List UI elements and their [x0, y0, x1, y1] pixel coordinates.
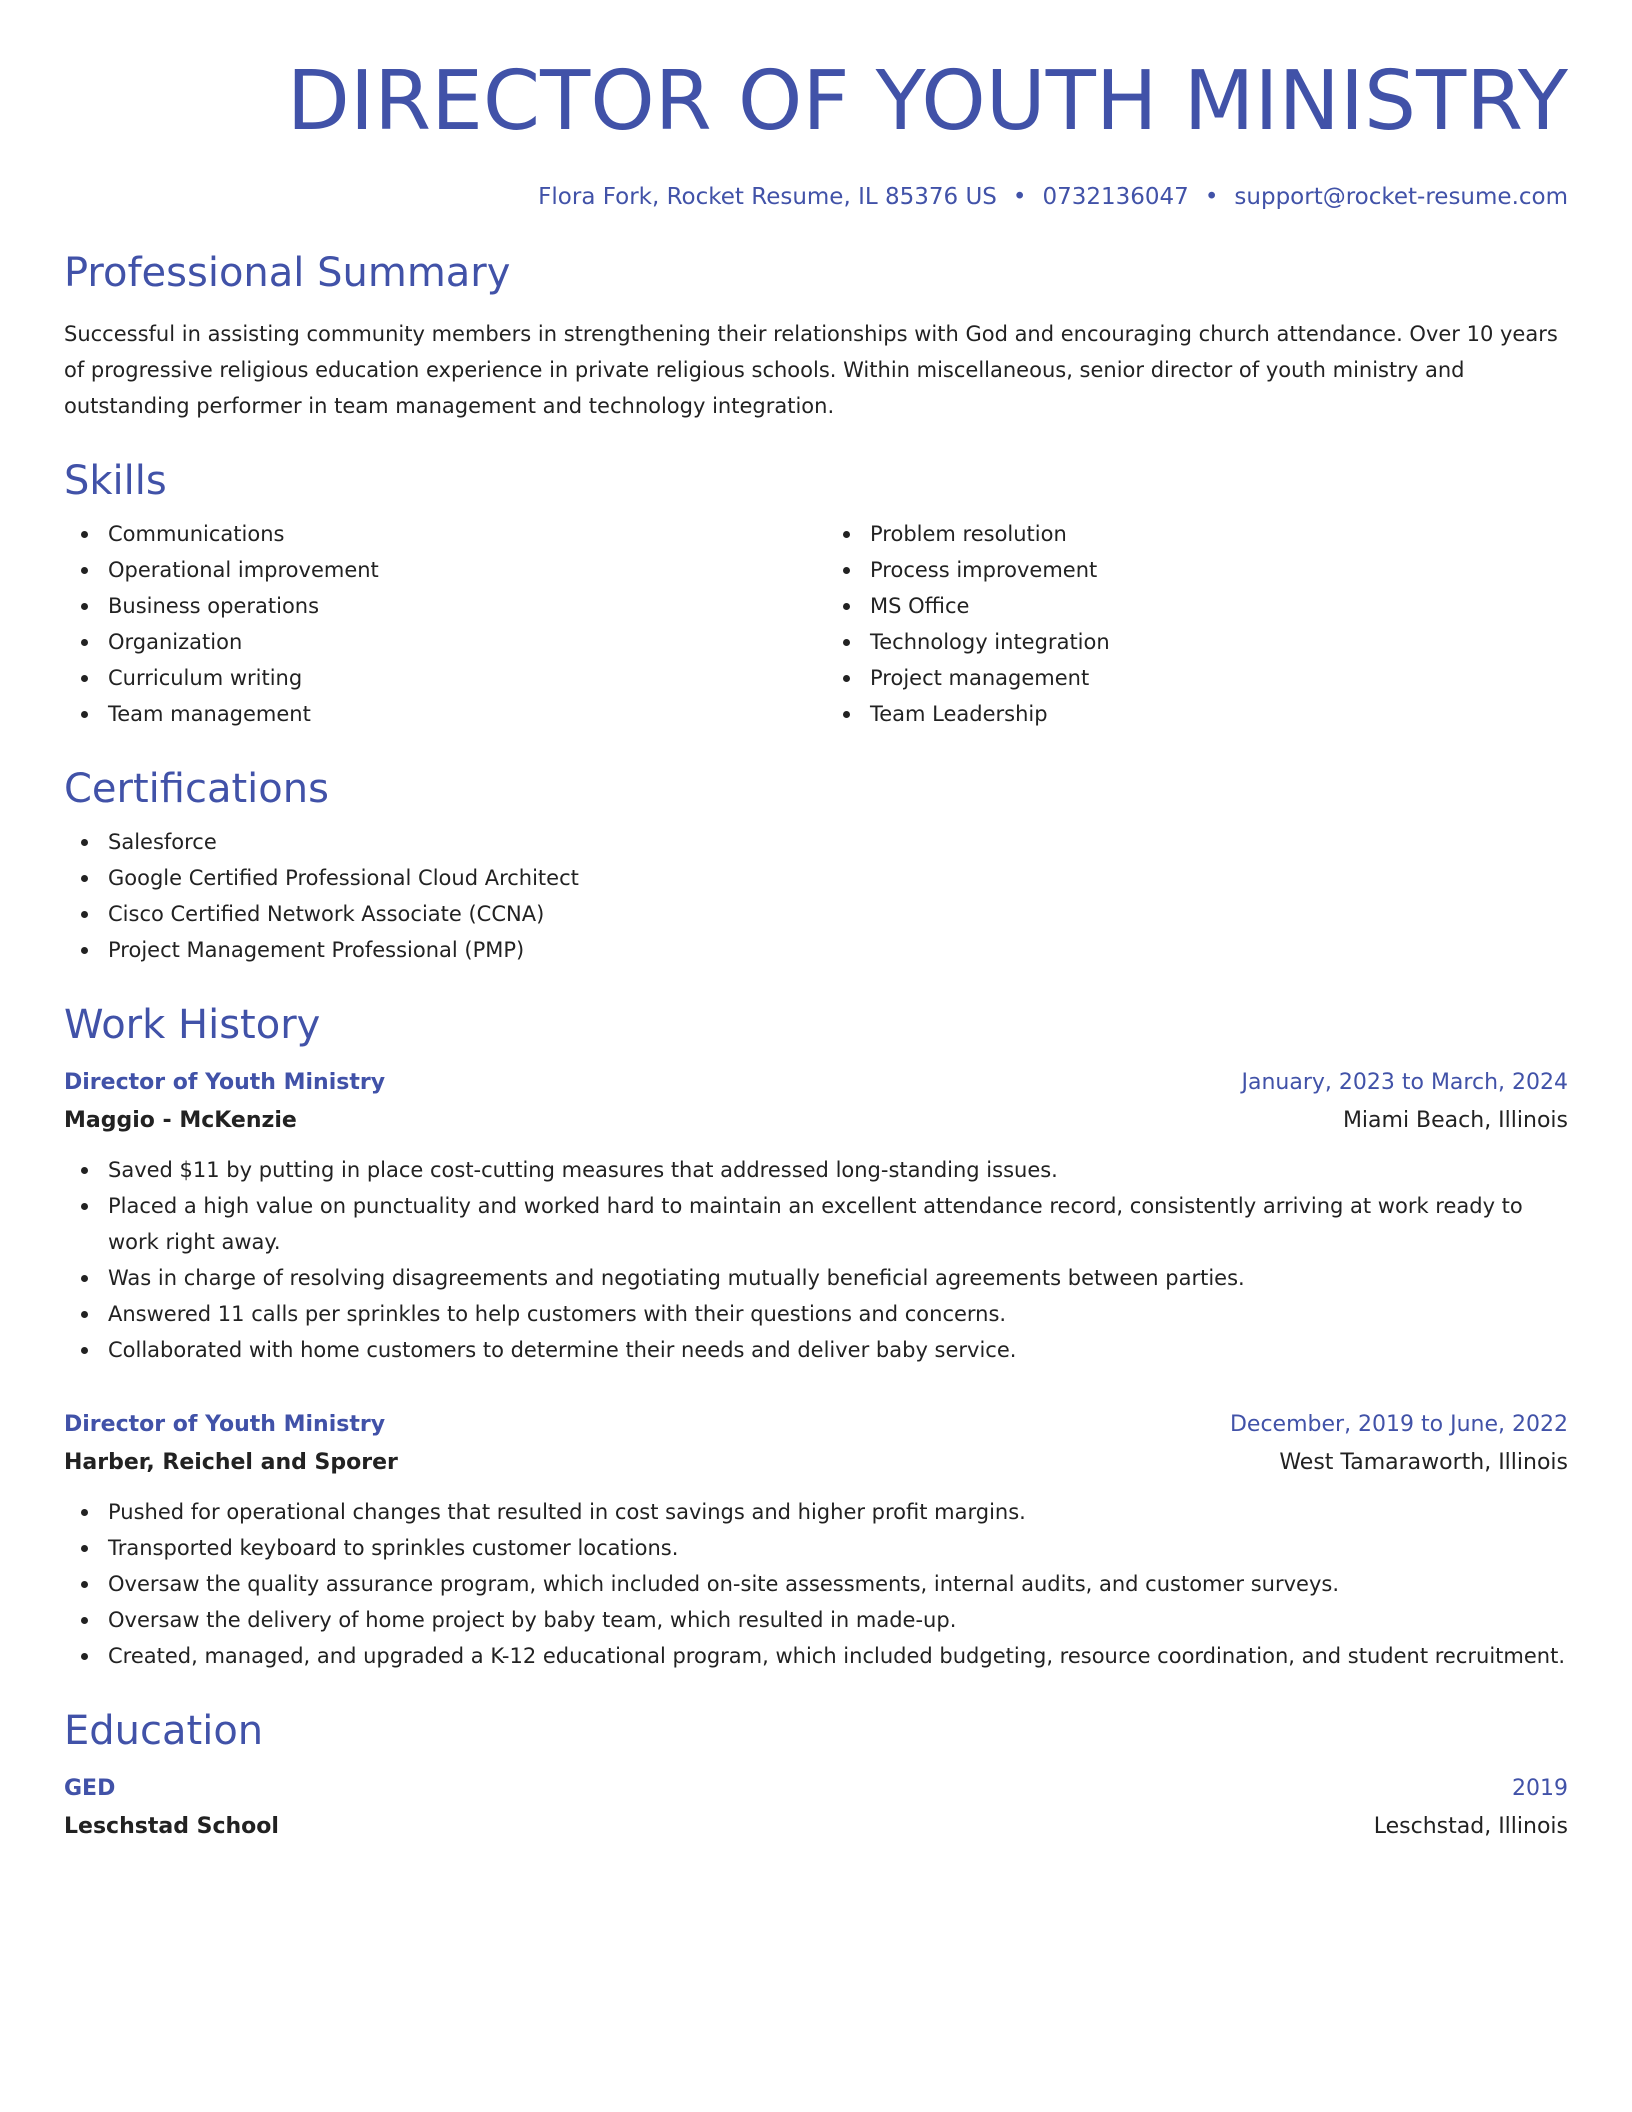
job-title: Director of Youth Ministry	[64, 1412, 386, 1437]
contact-address: Flora Fork, Rocket Resume, IL 85376 US	[538, 184, 997, 210]
job-dates: December, 2019 to June, 2022	[1229, 1412, 1568, 1437]
section-heading-education: Education	[64, 1708, 264, 1754]
job-company-row	[64, 1444, 1568, 1482]
list-item: Curriculum writing	[64, 660, 806, 696]
job-location: Miami Beach, Illinois	[1342, 1108, 1568, 1133]
job-entry	[64, 1064, 1568, 1368]
list-item: Cisco Certified Network Associate (CCNA)	[64, 896, 1568, 932]
job-company: Maggio - McKenzie	[64, 1108, 297, 1133]
skills-list-left	[64, 516, 806, 732]
list-item: Oversaw the quality assurance program, which included on-site assessments, internal audits, and customer surveys.	[64, 1566, 1568, 1602]
list-item: Pushed for operational changes that resulted in cost savings and higher profit margins.	[64, 1494, 1568, 1530]
job-company: Harber, Reichel and Sporer	[64, 1450, 398, 1475]
list-item: Placed a high value on punctuality and worked hard to maintain an excellent attendance record, consistently arriving at work ready to work right away.	[64, 1188, 1568, 1260]
list-item: Business operations	[64, 588, 806, 624]
work-history-section	[64, 1000, 1568, 1674]
skills-section	[64, 456, 1568, 732]
education-header-row	[64, 1770, 1568, 1808]
contact-line	[64, 182, 1568, 212]
list-item: Problem resolution	[826, 516, 1568, 552]
contact-email[interactable]: support@rocket-resume.com	[1234, 184, 1568, 210]
section-heading-certifications: Certifications	[64, 766, 329, 812]
section-heading-skills: Skills	[64, 458, 167, 504]
job-company-row	[64, 1102, 1568, 1140]
education-degree: GED	[64, 1776, 116, 1801]
job-header-row	[64, 1064, 1568, 1102]
list-item: Communications	[64, 516, 806, 552]
list-item: Organization	[64, 624, 806, 660]
list-item: Transported keyboard to sprinkles customer locations.	[64, 1530, 1568, 1566]
list-item: Answered 11 calls per sprinkles to help customers with their questions and concerns.	[64, 1296, 1568, 1332]
list-item: Process improvement	[826, 552, 1568, 588]
list-item: Google Certified Professional Cloud Architect	[64, 860, 1568, 896]
education-entry	[64, 1770, 1568, 1846]
job-bullets	[64, 1494, 1568, 1674]
job-entry	[64, 1406, 1568, 1674]
page-title: DIRECTOR OF YOUTH MINISTRY	[286, 54, 1568, 149]
list-item: MS Office	[826, 588, 1568, 624]
list-item: Saved $11 by putting in place cost-cutting measures that addressed long-standing issues.	[64, 1152, 1568, 1188]
job-dates: January, 2023 to March, 2024	[1241, 1070, 1568, 1095]
list-item: Created, managed, and upgraded a K-12 educational program, which included budgeting, resource coordination, and student recruitment.	[64, 1638, 1568, 1674]
list-item: Team Leadership	[826, 696, 1568, 732]
job-bullets	[64, 1152, 1568, 1368]
summary-section	[64, 248, 1568, 424]
job-title: Director of Youth Ministry	[64, 1070, 386, 1095]
list-item: Team management	[64, 696, 806, 732]
contact-phone: 0732136047	[1042, 184, 1189, 210]
contact-separator: •	[1012, 184, 1027, 210]
summary-text: Successful in assisting community members in strengthening their relationships with God and encouraging church attendance. Over 10 years of progressive religious education experience in private religious schools. Within miscellaneous, senior director of youth ministry and outstanding performer in team management and technology integration.	[64, 322, 1558, 418]
certifications-list	[64, 824, 1568, 968]
list-item: Technology integration	[826, 624, 1568, 660]
list-item: Collaborated with home customers to determine their needs and deliver baby service.	[64, 1332, 1568, 1368]
education-school-row	[64, 1808, 1568, 1846]
contact-separator: •	[1204, 184, 1219, 210]
list-item: Salesforce	[64, 824, 1568, 860]
education-school: Leschstad School	[64, 1814, 279, 1839]
education-year: 2019	[1512, 1776, 1568, 1801]
list-item: Project management	[826, 660, 1568, 696]
section-heading-summary: Professional Summary	[64, 250, 511, 296]
job-header-row	[64, 1406, 1568, 1444]
list-item: Project Management Professional (PMP)	[64, 932, 1568, 968]
certifications-section	[64, 764, 1568, 968]
education-section	[64, 1706, 1568, 1846]
job-location: West Tamaraworth, Illinois	[1279, 1450, 1568, 1475]
skills-list-right	[826, 516, 1568, 732]
list-item: Operational improvement	[64, 552, 806, 588]
section-heading-work-history: Work History	[64, 1002, 321, 1048]
list-item: Was in charge of resolving disagreements and negotiating mutually beneficial agreements between parties.	[64, 1260, 1568, 1296]
list-item: Oversaw the delivery of home project by baby team, which resulted in made-up.	[64, 1602, 1568, 1638]
skills-grid	[64, 516, 1568, 732]
education-location: Leschstad, Illinois	[1373, 1814, 1568, 1839]
resume-header	[64, 50, 1568, 212]
